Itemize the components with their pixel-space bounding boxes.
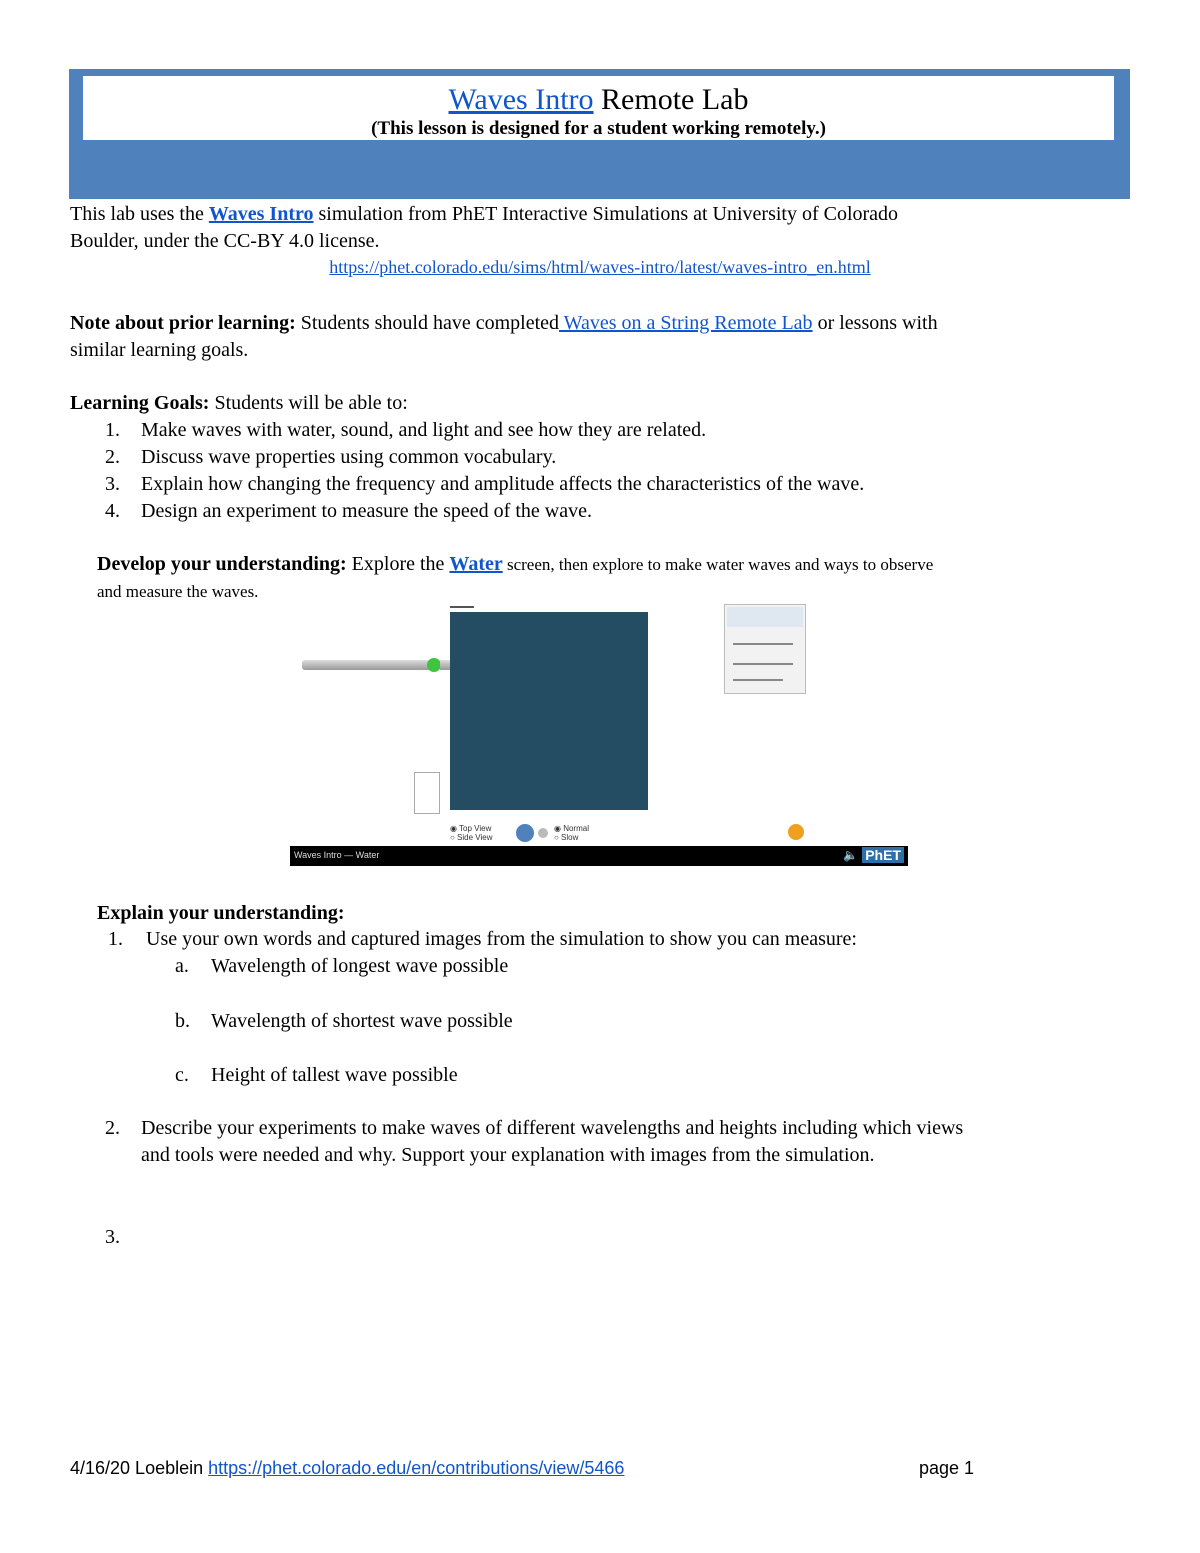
sim-url-line <box>70 255 1130 279</box>
learning-goals <box>70 390 1130 525</box>
measuring-scale-icon <box>450 606 474 608</box>
header-box <box>83 76 1114 140</box>
goal-number: 1. <box>105 419 120 441</box>
goals-heading <box>70 390 1130 417</box>
amplitude-slider-icon <box>733 663 793 665</box>
tool-tabs-icon <box>727 607 803 627</box>
page-number: page 1 <box>919 1458 975 1478</box>
list-item <box>70 444 1130 471</box>
sub-a-text: Wavelength of longest wave possible <box>211 955 509 977</box>
footer-author: 4/16/20 Loeblein <box>70 1458 209 1478</box>
intro-text-2: simulation from PhET Interactive Simulations at University of Colorado <box>313 203 899 225</box>
question-1-text: Use your own words and captured images from the simulation to show you can measure: <box>146 928 857 950</box>
develop-text-1: Explore the <box>346 553 450 575</box>
goals-text: Students will be able to: <box>209 392 408 414</box>
phet-logo: PhET <box>862 847 904 863</box>
goal-number: 3. <box>105 473 120 495</box>
top-view-radio: ◉ Top View <box>450 824 492 833</box>
goal-text: Make waves with water, sound, and light and see how they are related. <box>141 419 707 441</box>
list-item <box>70 498 1130 525</box>
question-2-number: 2. <box>105 1117 120 1139</box>
simulation-screenshot <box>290 604 908 866</box>
normal-speed-radio: ◉ Normal <box>554 824 589 833</box>
sim-nav-title: Waves Intro — Water <box>294 850 380 860</box>
sub-b-text: Wavelength of shortest wave possible <box>211 1010 513 1032</box>
note-text-1: Students should have completed <box>295 312 560 334</box>
goal-number: 2. <box>105 446 120 468</box>
side-view-radio: ○ Side View <box>450 833 493 842</box>
note-text-2: or lessons with <box>812 312 938 334</box>
sub-c-text: Height of tallest wave possible <box>211 1064 458 1086</box>
header-banner <box>69 69 1130 199</box>
question-3-number: 3. <box>105 1226 120 1248</box>
sub-a-letter: a. <box>175 955 189 977</box>
question-2-line-1: Describe your experiments to make waves of different wavelengths and heights including which views <box>141 1117 964 1139</box>
note-text-3: similar learning goals. <box>70 339 249 361</box>
question-1-number: 1. <box>108 928 123 950</box>
intro-text-3: Boulder, under the CC-BY 4.0 license. <box>70 230 380 252</box>
sim-url-link[interactable]: https://phet.colorado.edu/sims/html/waves-intro/latest/waves-intro_en.html <box>329 257 871 277</box>
list-item <box>70 417 1130 444</box>
develop-text-3: and measure the waves. <box>97 582 259 601</box>
intro-paragraph <box>70 201 1130 255</box>
goal-number: 4. <box>105 500 120 522</box>
goals-label: Learning Goals: <box>70 392 210 414</box>
speaker-icon: 🔈 <box>843 848 858 862</box>
explain-label: Explain your understanding: <box>97 902 345 924</box>
graph-tool-icon <box>414 772 440 814</box>
faucet-button-icon <box>427 658 441 672</box>
play-pause-icon <box>516 824 534 842</box>
waves-on-string-link[interactable]: Waves on a String Remote Lab <box>559 312 813 334</box>
speed-radio-group <box>554 824 589 842</box>
goal-text: Explain how changing the frequency and amplitude affects the characteristics of the wave. <box>141 473 865 495</box>
waves-intro-title-link[interactable]: Waves Intro <box>448 83 594 116</box>
develop-text-2: screen, then explore to make water waves and ways to observe <box>502 555 934 574</box>
develop-paragraph <box>97 551 1137 605</box>
water-screen-link[interactable]: Water <box>449 553 503 575</box>
goal-text: Discuss wave properties using common vocabulary. <box>141 446 557 468</box>
footer-link[interactable]: https://phet.colorado.edu/en/contributions/view/5466 <box>208 1458 625 1478</box>
title-rest: Remote Lab <box>593 83 749 116</box>
view-radio-group <box>450 824 492 842</box>
faucet-pipe-icon <box>302 660 434 670</box>
list-item <box>70 471 1130 498</box>
sub-c-letter: c. <box>175 1064 189 1086</box>
slow-speed-radio: ○ Slow <box>554 833 579 842</box>
note-paragraph <box>70 310 1130 364</box>
damping-slider-icon <box>733 679 783 681</box>
goals-list <box>70 417 1130 525</box>
waves-intro-link[interactable]: Waves Intro <box>208 203 314 225</box>
intro-text-1: This lab uses the <box>70 203 209 225</box>
page-footer <box>70 1458 990 1479</box>
sim-navbar <box>290 846 908 866</box>
reset-icon <box>788 824 804 840</box>
question-2-line-2: and tools were needed and why. Support your explanation with images from the simulation. <box>141 1144 875 1166</box>
question-2-text <box>141 1115 1131 1169</box>
develop-label: Develop your understanding: <box>97 553 347 575</box>
page-title <box>83 76 1114 118</box>
water-tank <box>450 612 648 810</box>
step-icon <box>538 828 548 838</box>
frequency-slider-icon <box>733 643 793 645</box>
control-panel <box>724 604 806 694</box>
sub-b-letter: b. <box>175 1010 190 1032</box>
note-label: Note about prior learning: <box>70 312 296 334</box>
goal-text: Design an experiment to measure the speed of the wave. <box>141 500 592 522</box>
explain-heading <box>97 900 345 927</box>
page-subtitle: (This lesson is designed for a student working remotely.) <box>371 118 826 139</box>
